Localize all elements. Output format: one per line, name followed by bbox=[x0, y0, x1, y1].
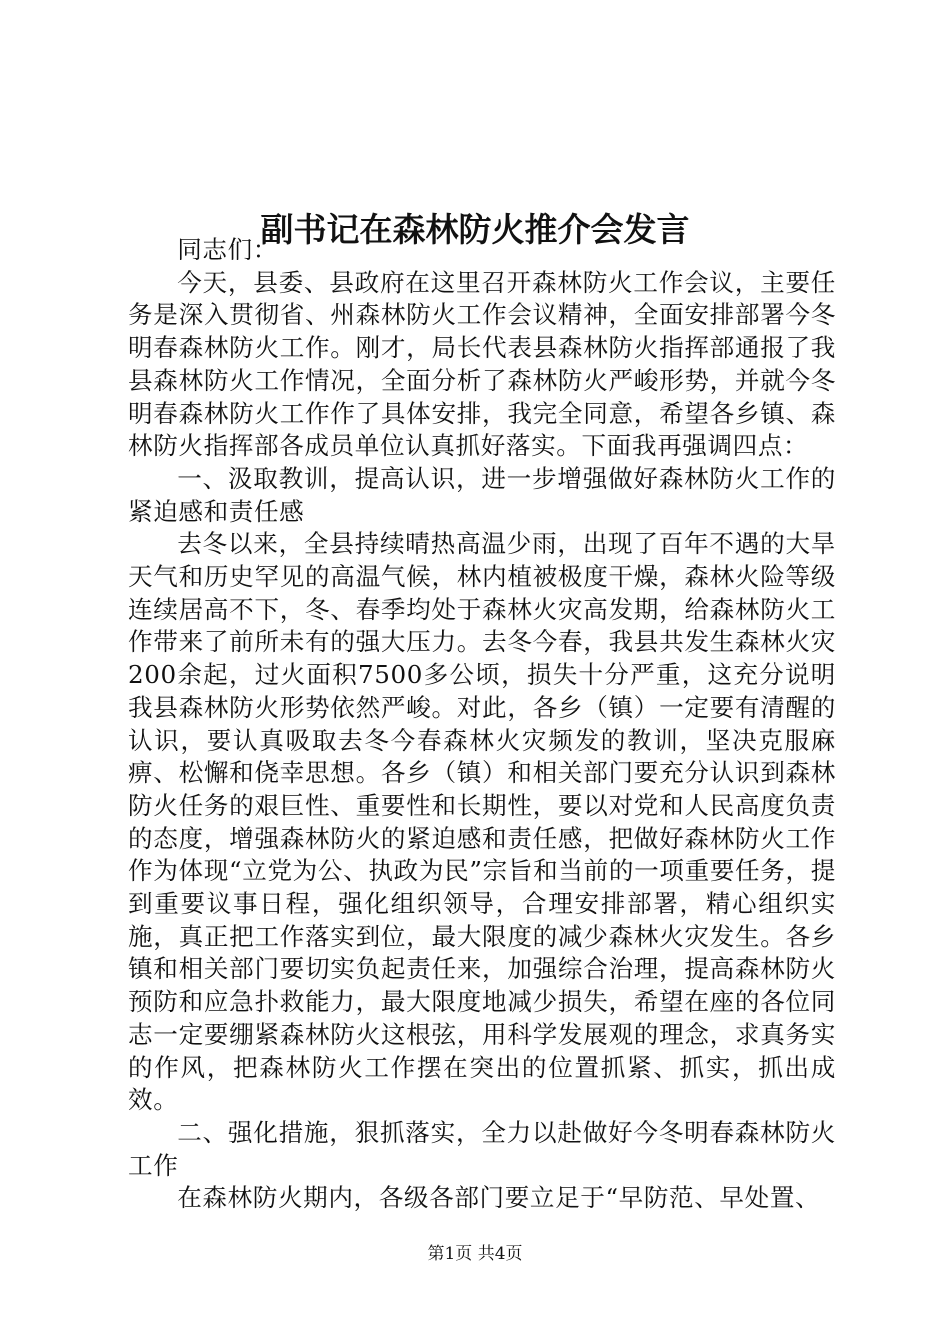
section-heading-2: 二、强化措施，狠抓落实，全力以赴做好今冬明春森林防火工作 bbox=[128, 1117, 836, 1180]
intro-paragraph: 今天，县委、县政府在这里召开森林防火工作会议，主要任务是深入贯彻省、州森林防火工作会议精神，全面安排部署今冬明春森林防火工作。刚才，局长代表县森林防火指挥部通报了我县森林防火工作情况，全面分析了森林防火严峻形势，并就今冬明春森林防火工作作了具体安排，我完全同意，希望各乡镇、森林防火指挥部各成员单位认真抓好落实。下面我再强调四点： bbox=[128, 267, 836, 461]
section-heading-1: 一、汲取教训，提高认识，进一步增强做好森林防火工作的紧迫感和责任感 bbox=[128, 463, 836, 526]
document-title: 副书记在森林防火推介会发言 bbox=[260, 210, 690, 250]
section-1-paragraph: 去冬以来，全县持续晴热高温少雨，出现了百年不遇的大旱天气和历史罕见的高温气候，林内植被极度干燥，森林火险等级连续居高不下，冬、春季均处于森林火灾高发期，给森林防火工作带来了前所未有的强大压力。去冬今春，我县共发生森林火灾200余起，过火面积7500多公顷，损失十分严重，这充分说明我县森林防火形势依然严峻。对此，各乡（镇）一定要有清醒的认识，要认真吸取去冬今春森林火灾频发的教训，坚决克服麻痹、松懈和侥幸思想。各乡（镇）和相关部门要充分认识到森林防火任务的艰巨性、重要性和长期性，要以对党和人民高度负责的态度，增强森林防火的紧迫感和责任感，把做好森林防火工作作为体现“立党为公、执政为民”宗旨和当前的一项重要任务，提到重要议事日程，强化组织领导，合理安排部署，精心组织实施，真正把工作落实到位，最大限度的减少森林火灾发生。各乡镇和相关部门要切实负起责任来，加强综合治理，提高森林防火预防和应急扑救能力，最大限度地减少损失，希望在座的各位同志一定要绷紧森林防火这根弦，用科学发展观的理念，求真务实的作风，把森林防火工作摆在突出的位置抓紧、抓实，抓出成效。 bbox=[128, 529, 836, 1115]
salutation-paragraph: 同志们： bbox=[177, 235, 278, 264]
page-number-footer: 第1页 共4页 bbox=[427, 1244, 523, 1264]
document-body bbox=[128, 234, 836, 1215]
section-2-paragraph: 在森林防火期内，各级各部门要立足于“早防范、早处置、 bbox=[177, 1183, 821, 1213]
